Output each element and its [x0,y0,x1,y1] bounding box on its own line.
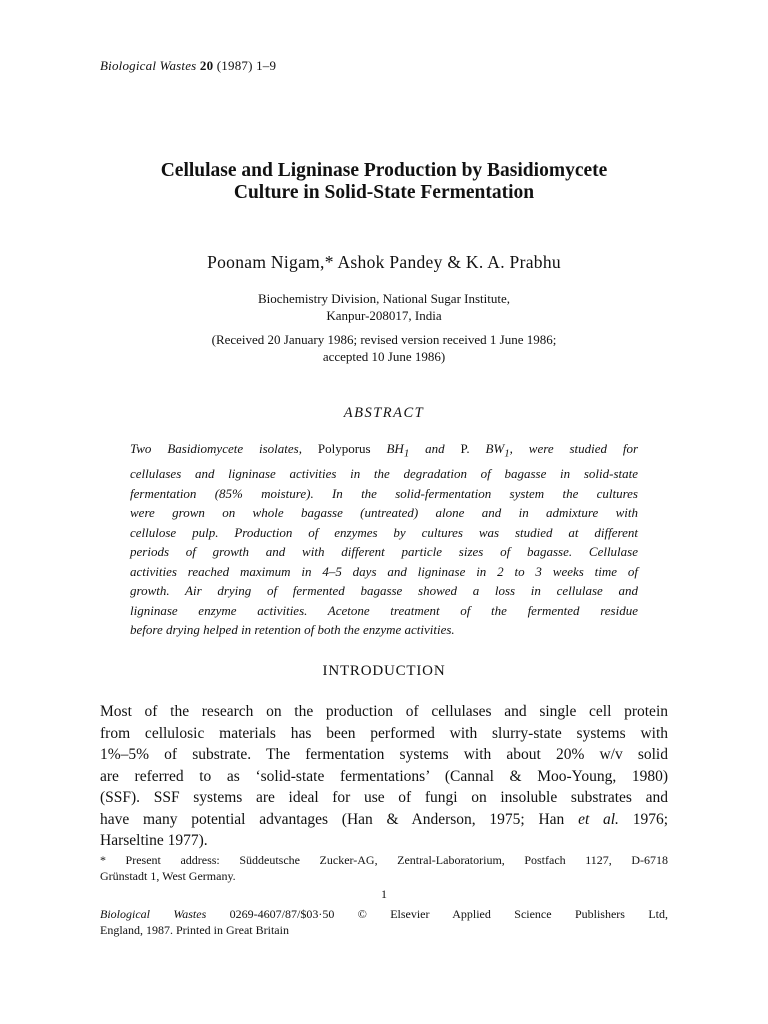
abstract-line-1-and: and [425,441,445,456]
journal-citation [100,58,276,74]
footnote-line-2: Grünstadt 1, West Germany. [100,869,236,883]
intro-line-7: Harseltine 1977). [100,832,208,849]
journal-volume: 20 [199,58,214,73]
abstract-line-7: activities reached maximum in 4–5 days and ligninase in 2 to 3 weeks time of [130,563,638,579]
author-list: Poonam Nigam,* Ashok Pandey & K. A. Prabhu [207,252,561,272]
journal-footer [100,906,668,938]
species-p: P. [460,441,470,456]
intro-line-1: Most of the research on the production of cellulases and single cell protein [100,703,668,720]
abstract-line-5: cellulose pulp. Production of enzymes by cultures was studied at different [130,524,638,540]
intro-line-6 [100,809,668,831]
journal-footer-line-1 [100,906,668,922]
abstract-line-1-part-a: Two Basidiomycete isolates, [130,441,302,456]
affiliation [60,290,708,324]
abstract-line-9: ligninase enzyme activities. Acetone treatment of the fermented residue [130,602,638,618]
intro-line-4: are referred to as ‘solid-state fermentations’ (Cannal & Moo-Young, 1980) [100,767,668,785]
abstract-line-6: periods of growth and with different particle sizes of bagasse. Cellulase [130,544,638,560]
abstract-line-3: fermentation (85% moisture). In the solid-fermentation system the cultures [130,485,638,501]
abstract-line-1-part-end: , were studied for [509,441,639,456]
introduction-heading: INTRODUCTION [322,663,446,679]
title-line-1: Cellulase and Ligninase Production by Basidiomycete [160,160,608,181]
title-line-2: Culture in Solid-State Fermentation [233,182,535,203]
et-al: et al. [578,810,619,828]
received-line-1: (Received 20 January 1986; revised version received 1 June 1986; [211,332,557,347]
journal-footer-issn: 0269-4607/87/$03·50 © Elsevier Applied Science Publishers Ltd, [229,907,669,921]
isolate-bh: BH [386,441,404,456]
affiliation-line-1: Biochemistry Division, National Sugar Institute, [257,291,511,306]
abstract-line-8: growth. Air drying of fermented bagasse showed a loss in cellulase and [130,583,638,599]
species-polyporus: Polyporus [317,441,371,456]
journal-footer-name: Biological Wastes [100,907,207,921]
abstract-text [130,439,638,640]
introduction-text [100,701,668,852]
intro-line-3: 1%–5% of substrate. The fermentation systems with about 20% w/v solid [100,746,668,763]
received-line-2: accepted 10 June 1986) [322,349,446,364]
journal-year-pages: (1987) 1–9 [216,58,277,73]
intro-line-6-part-a: have many potential advantages (Han & Anderson, 1975; Han [100,810,565,828]
isolate-bh-subscript: 1 [403,447,410,460]
footnote [100,852,668,884]
footnote-line-1: * Present address: Süddeutsche Zucker-AG, Zentral-Laboratorium, Postfach 1127, D-6718 [100,853,668,867]
abstract-line-1 [130,439,638,464]
intro-line-2: from cellulosic materials has been performed with slurry-state systems with [100,724,668,742]
intro-line-5: (SSF). SSF systems are ideal for use of fungi on insoluble substrates and [100,789,668,806]
abstract-heading: ABSTRACT [343,405,425,421]
page-number: 1 [381,887,387,901]
isolate-bw-subscript: 1 [504,447,510,460]
intro-line-6-part-c: 1976; [632,810,669,828]
abstract-line-4: were grown on whole bagasse (untreated) alone and in admixture with [130,505,638,521]
received-dates [60,331,708,365]
paper-title [60,160,708,204]
journal-name: Biological Wastes [100,58,197,73]
isolate-bw: BW [485,441,505,456]
abstract-line-2: cellulases and ligninase activities in the degradation of bagasse in solid-state [130,466,638,482]
affiliation-line-2: Kanpur-208017, India [326,308,442,323]
journal-footer-line-2: England, 1987. Printed in Great Britain [100,923,289,937]
abstract-line-10: before drying helped in retention of both the enzyme activities. [130,622,455,638]
